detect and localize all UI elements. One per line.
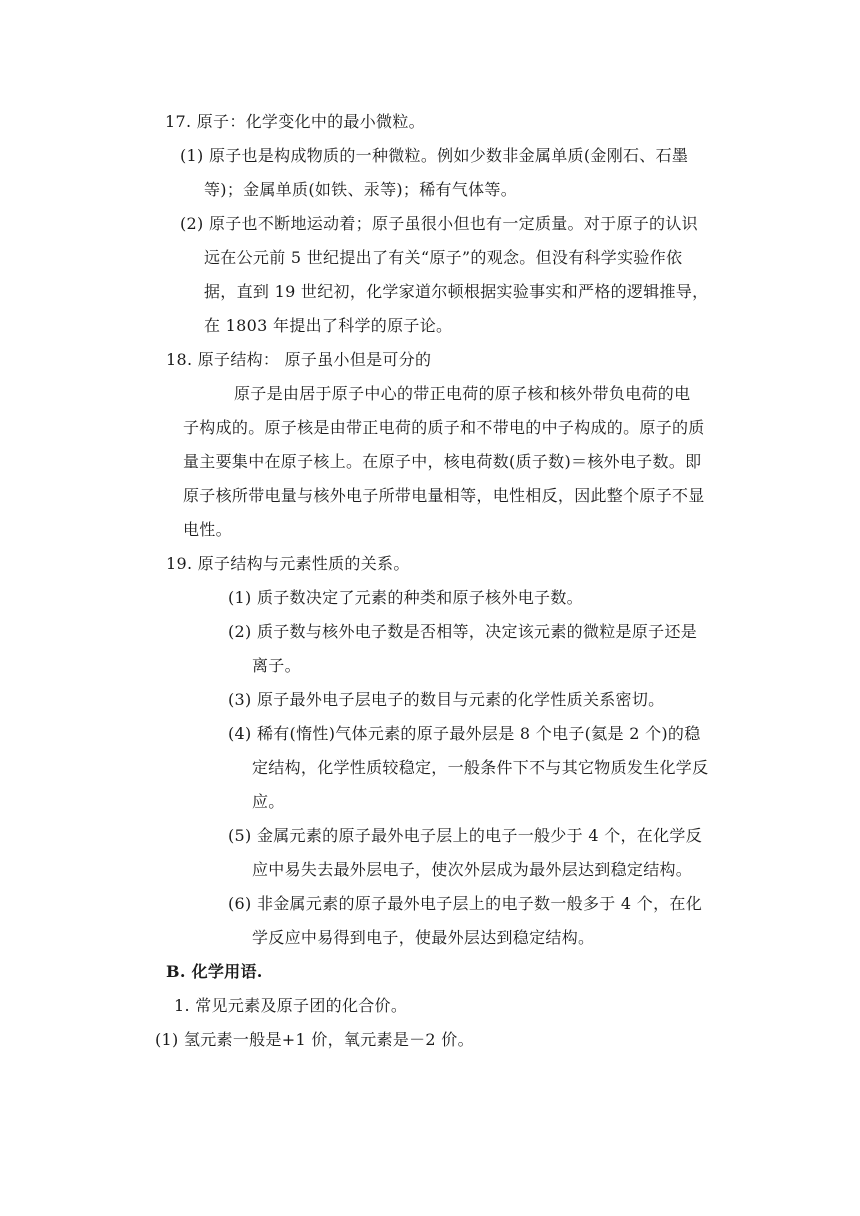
section-17-item-1-line-1: (1) 原子也是构成物质的一种微粒。例如少数非金属单质(金刚石、石墨 [180, 146, 689, 165]
section-19-item-3: (3) 原子最外电子层电子的数目与元素的化学性质关系密切。 [228, 690, 665, 709]
section-17-item-1-line-2: 等)；金属单质(如铁、汞等)；稀有气体等。 [204, 180, 518, 199]
section-19-item-4-line-3: 应。 [252, 792, 285, 811]
section-18-line-3: 量主要集中在原子核上。在原子中，核电荷数(质子数)＝核外电子数。即 [183, 452, 702, 471]
section-19-item-2-line-1: (2) 质子数与核外电子数是否相等，决定该元素的微粒是原子还是 [228, 622, 698, 641]
section-17-item-2-line-4: 在 1803 年提出了科学的原子论。 [204, 316, 453, 335]
section-17-item-2-line-2: 远在公元前 5 世纪提出了有关“原子”的观念。但没有科学实验作依 [204, 248, 683, 267]
section-19-item-2-line-2: 离子。 [252, 656, 301, 675]
section-19-item-4-line-1: (4) 稀有(惰性)气体元素的原子最外层是 8 个电子(氦是 2 个)的稳 [228, 724, 701, 743]
section-17-item-2-line-1: (2) 原子也不断地运动着；原子虽很小但也有一定质量。对于原子的认识 [180, 214, 698, 233]
section-18-line-1: 原子是由居于原子中心的带正电荷的原子核和核外带负电荷的电 [234, 384, 691, 403]
section-19-heading: 19. 原子结构与元素性质的关系。 [166, 554, 410, 573]
section-18-line-5: 电性。 [183, 520, 232, 539]
section-18-line-2: 子构成的。原子核是由带正电荷的质子和不带电的中子构成的。原子的质 [183, 418, 705, 437]
section-b-item-1: 1. 常见元素及原子团的化合价。 [174, 996, 408, 1015]
section-19-item-5-line-2: 应中易失去最外层电子，使次外层成为最外层达到稳定结构。 [252, 860, 693, 879]
section-18-heading: 18. 原子结构： 原子虽小但是可分的 [166, 350, 432, 369]
section-19-item-5-line-1: (5) 金属元素的原子最外电子层上的电子一般少于 4 个，在化学反 [228, 826, 703, 845]
section-19-item-6-line-2: 学反应中易得到电子，使最外层达到稳定结构。 [252, 928, 595, 947]
section-b-heading: B. 化学用语. [166, 962, 263, 981]
section-19-item-6-line-1: (6) 非金属元素的原子最外电子层上的电子数一般多于 4 个，在化 [228, 894, 703, 913]
section-18-line-4: 原子核所带电量与核外电子所带电量相等，电性相反，因此整个原子不显 [183, 486, 705, 505]
section-17-heading: 17. 原子：化学变化中的最小微粒。 [165, 112, 425, 131]
section-b-subitem-1: (1) 氢元素一般是+1 价，氧元素是－2 价。 [155, 1030, 474, 1049]
section-17-item-2-line-3: 据，直到 19 世纪初，化学家道尔顿根据实验事实和严格的逻辑推导， [204, 282, 709, 301]
section-19-item-4-line-2: 定结构，化学性质较稳定，一般条件下不与其它物质发生化学反 [252, 758, 709, 777]
section-19-item-1: (1) 质子数决定了元素的种类和原子核外电子数。 [228, 588, 583, 607]
